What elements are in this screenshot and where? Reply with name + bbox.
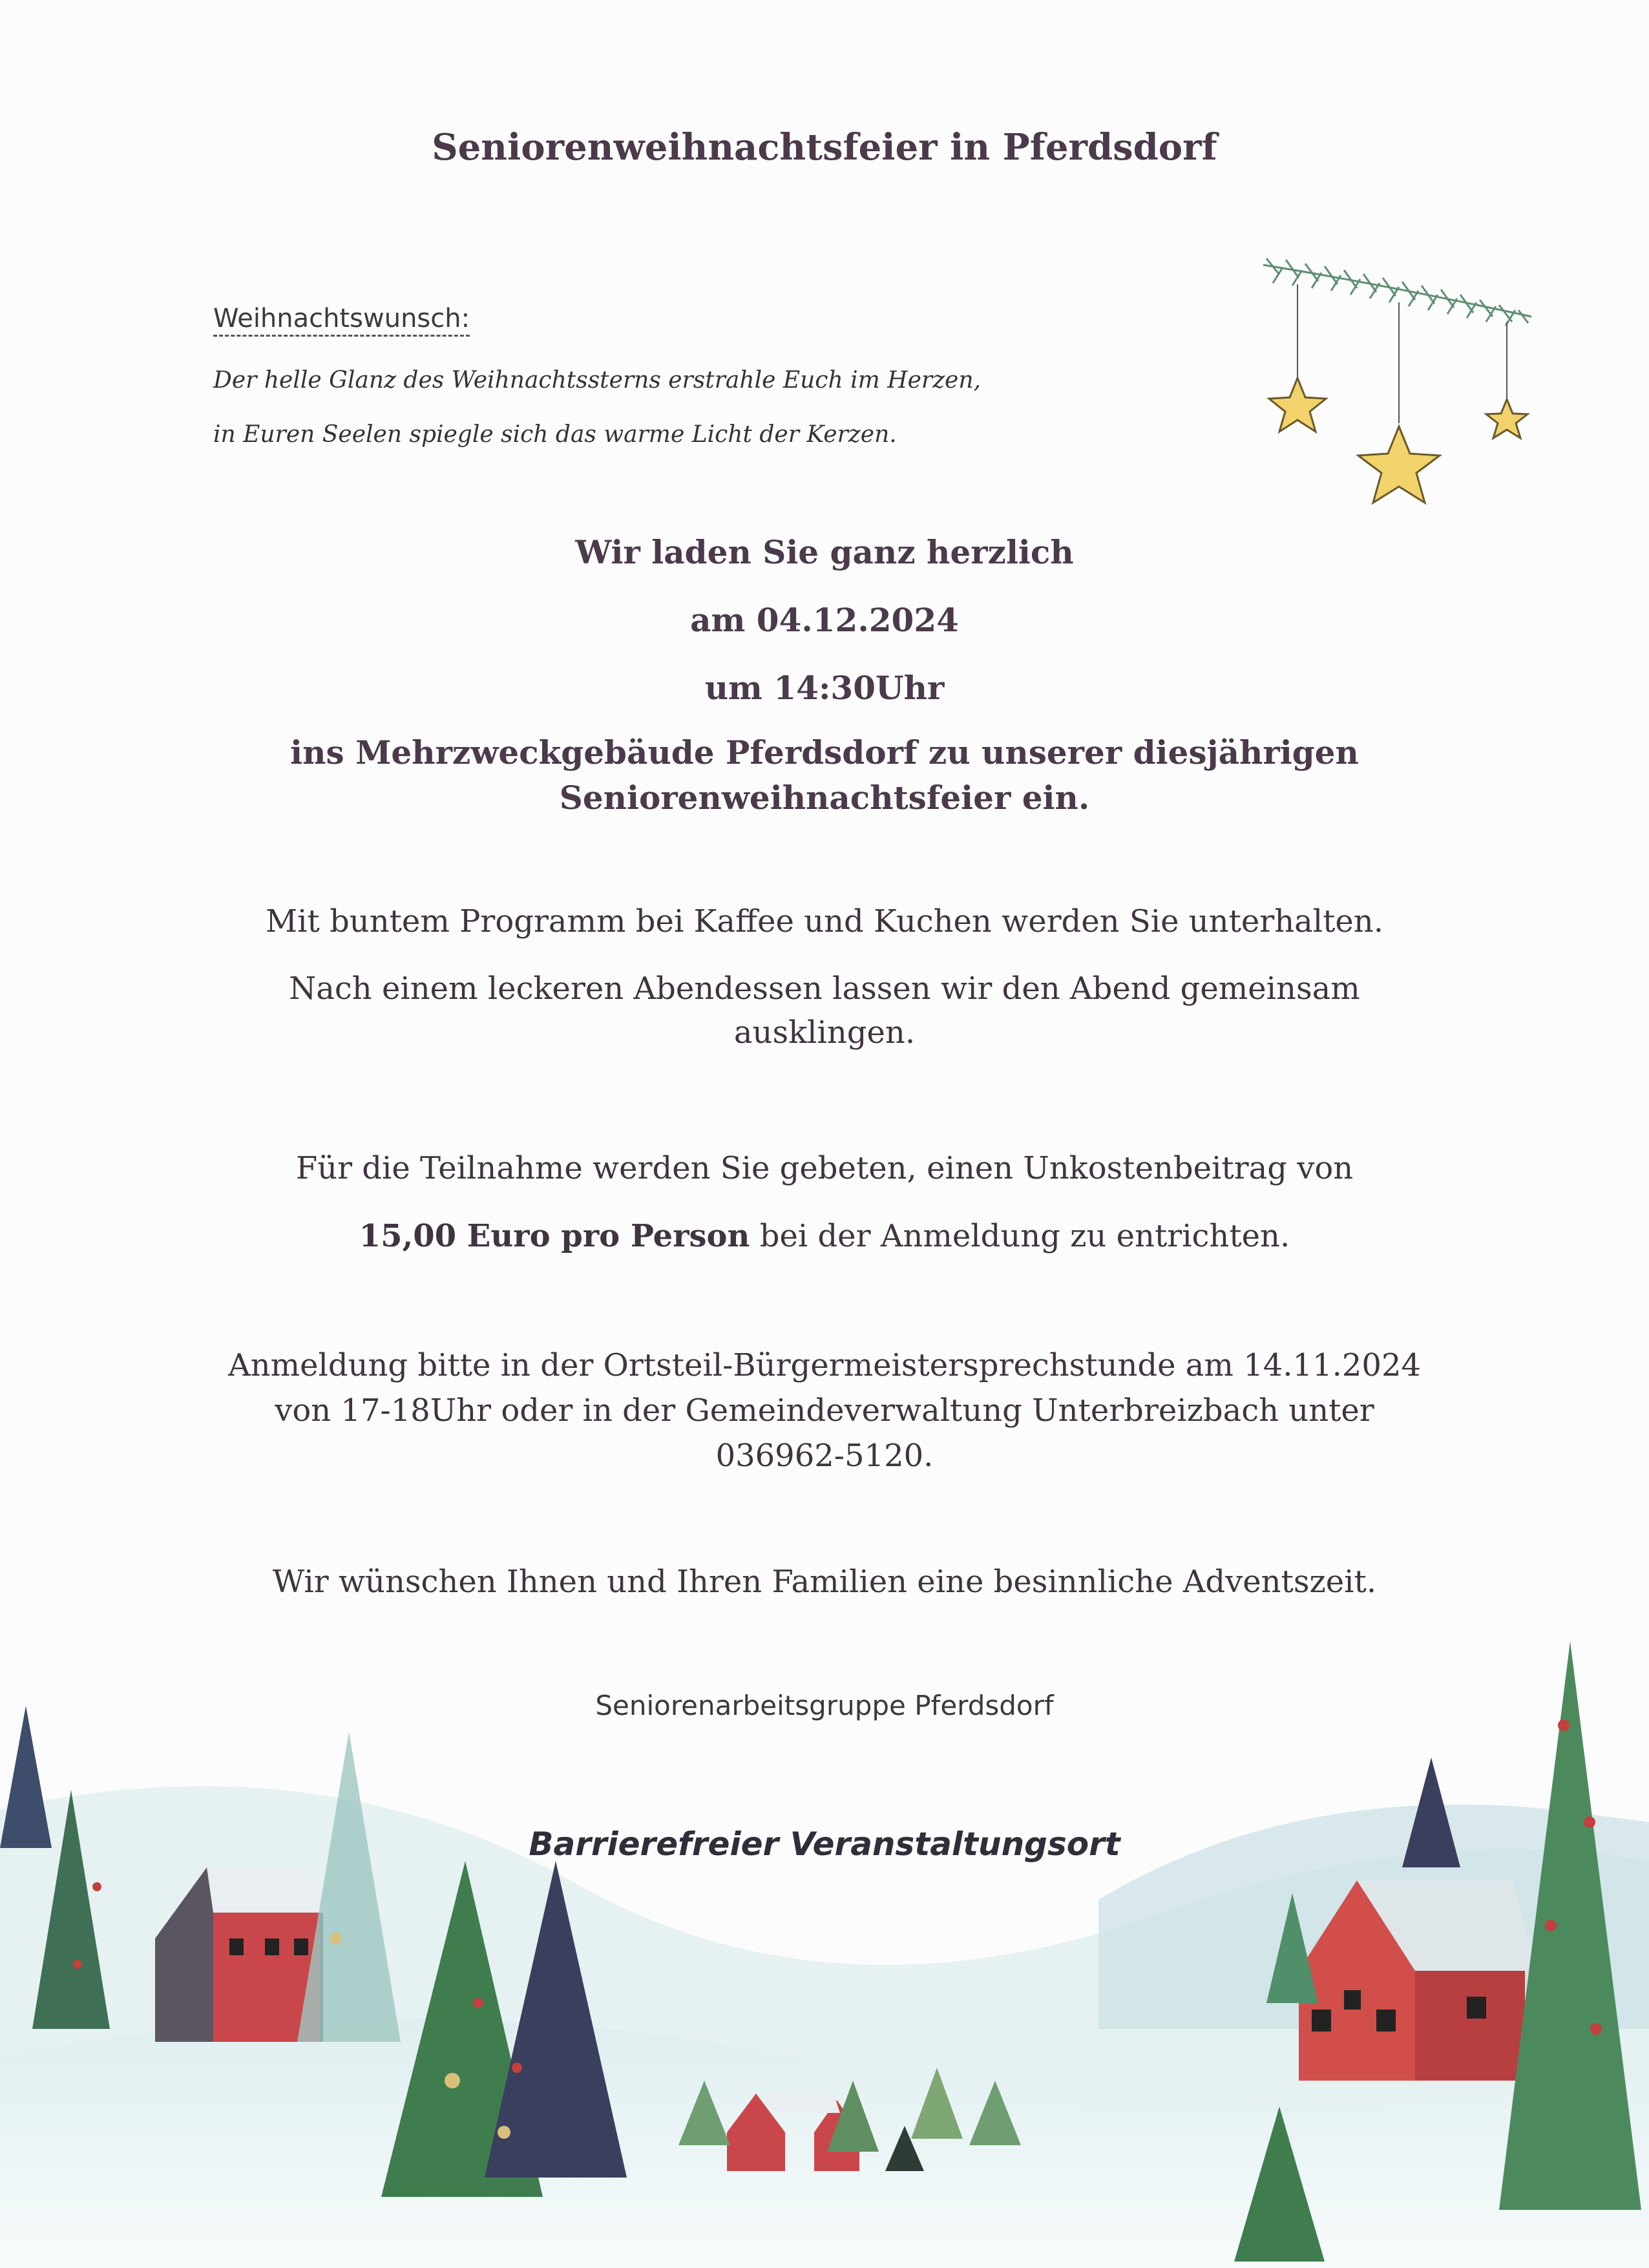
registration-line-2: von 17-18Uhr oder in der Gemeindeverwaltung Unterbreizbach unter <box>275 1392 1374 1429</box>
program-line-1: Mit buntem Programm bei Kaffee und Kuchen werden Sie unterhalten. <box>266 903 1383 940</box>
accessibility-note: Barrierefreier Veranstaltungsort <box>529 1825 1120 1863</box>
program-line-3: ausklingen. <box>733 1014 916 1051</box>
registration-line-1: Anmeldung bitte in der Ortsteil-Bürgermeistersprechstunde am 14.11.2024 <box>227 1347 1422 1383</box>
invitation-line-4: ins Mehrzweckgebäude Pferdsdorf zu unserer diesjährigen <box>290 733 1359 772</box>
winter-landscape-illustration <box>0 1577 1649 2268</box>
invitation-time: um 14:30Uhr <box>704 669 945 707</box>
wish-heading: Weihnachtswunsch: <box>213 304 470 337</box>
registration-line-3: 036962-5120. <box>715 1438 934 1474</box>
fee-line-1: Für die Teilnahme werden Sie gebeten, einen Unkostenbeitrag von <box>295 1150 1354 1186</box>
branch-stars-illustration <box>1254 246 1538 530</box>
page-title: Seniorenweihnachtsfeier in Pferdsdorf <box>432 126 1217 169</box>
invitation-line-5: Seniorenweihnachtsfeier ein. <box>559 779 1090 817</box>
fee-line-2 <box>0 1218 1649 1254</box>
wish-line-1: Der helle Glanz des Weihnachtssterns erstrahle Euch im Herzen, <box>213 367 981 394</box>
signature: Seniorenarbeitsgruppe Pferdsdorf <box>595 1690 1054 1721</box>
invitation-line-1: Wir laden Sie ganz herzlich <box>575 533 1074 571</box>
wish-line-2: in Euren Seelen spiegle sich das warme Licht der Kerzen. <box>213 421 897 448</box>
fee-line-2-rest: bei der Anmeldung zu entrichten. <box>750 1218 1290 1254</box>
fee-amount: 15,00 Euro pro Person <box>359 1218 750 1254</box>
invitation-date: am 04.12.2024 <box>690 601 959 639</box>
program-line-2: Nach einem leckeren Abendessen lassen wir den Abend gemeinsam <box>289 971 1360 1007</box>
closing-text: Wir wünschen Ihnen und Ihren Familien eine besinnliche Adventszeit. <box>272 1564 1377 1600</box>
